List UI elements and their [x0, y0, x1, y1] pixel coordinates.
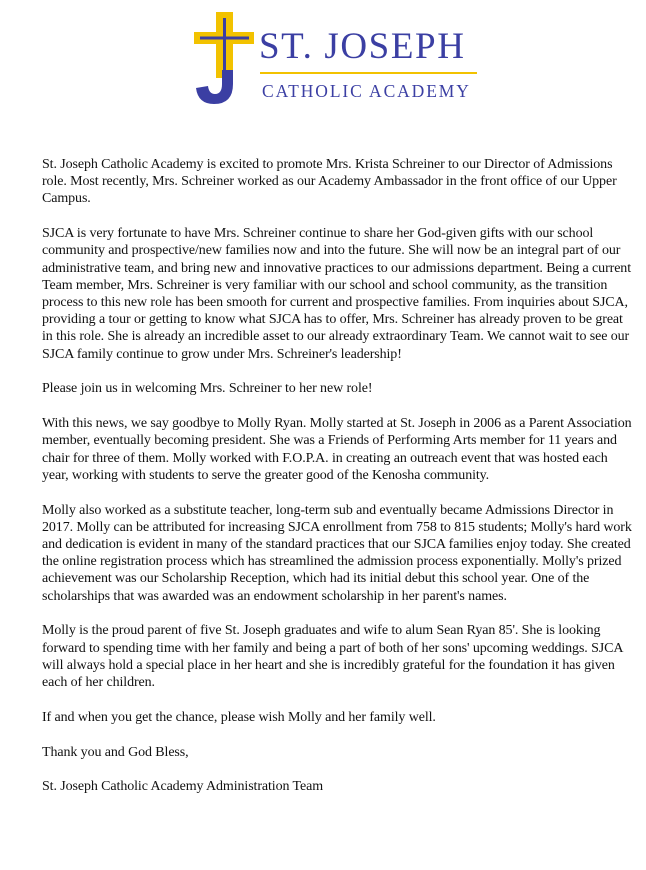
logo-subtitle: CATHOLIC ACADEMY — [262, 81, 471, 101]
letter-paragraph: With this news, we say goodbye to Molly Ryan. Molly started at St. Joseph in 2006 as a Parent Association member, eventually becoming president. She was a Friends of Performing Arts member for 11 years and chair for three of them. Molly worked with F.O.P.A. in creating an outreach event that was hosted each year, working with students to serve the greater good of the Kenosha community. — [42, 416, 632, 483]
letter-paragraph: St. Joseph Catholic Academy is excited to promote Mrs. Krista Schreiner to our Director of Admissions role. Most recently, Mrs. Schreiner worked as our Academy Ambassador in the front office of our Upper Campus. — [42, 157, 617, 207]
cross-j-icon — [192, 10, 256, 110]
logo-divider — [260, 72, 477, 74]
school-logo — [192, 10, 492, 110]
letter-body — [42, 156, 632, 796]
letter-signature: St. Joseph Catholic Academy Administration Team — [42, 779, 324, 795]
letter-paragraph: If and when you get the chance, please wish Molly and her family well. — [42, 709, 436, 725]
letter-paragraph: SJCA is very fortunate to have Mrs. Schreiner continue to share her God-given gifts with our school community and prospective/new families now and into the future. She will now be an integral part of our administrative team, and bring new and innovative practices to our admissions department. Being a current Team member, Mrs. Schreiner is very familiar with our school and school community, as the transition process to this new role has been smooth for current and prospective families. From inquiries about SJCA, providing a tour or getting to know what SJCA has to offer, Mrs. Schreiner has already proven to be great in this role. She is already an incredible asset to our already extraordinary Team. We cannot wait to see our SJCA family continue to grow under Mrs. Schreiner's leadership! — [42, 226, 631, 362]
logo-school-name: ST. JOSEPH — [259, 26, 466, 67]
letter-paragraph: Molly is the proud parent of five St. Joseph graduates and wife to alum Sean Ryan 85'. She is looking forward to spending time with her family and being a part of both of her sons' upcoming weddings. SJCA will always hold a special place in her heart and she is incredibly grateful for the foundation it has given each of her children. — [42, 623, 623, 691]
letter-closing: Thank you and God Bless, — [42, 744, 189, 760]
letter-paragraph: Molly also worked as a substitute teacher, long-term sub and eventually became Admissions Director in 2017. Molly can be attributed for increasing SJCA enrollment from 758 to 815 students; Molly's hard work and dedication is evident in many of the standard practices that our SJCA families enjoy today. She created the online registration process which has streamlined the admission process exponentially. Molly's prized achievement was our Scholarship Reception, which had its initial debut this school year. One of the scholarships that was awarded was an endowment scholarship in her parent's names. — [42, 502, 632, 604]
letter-paragraph: Please join us in welcoming Mrs. Schreiner to her new role! — [42, 381, 373, 397]
